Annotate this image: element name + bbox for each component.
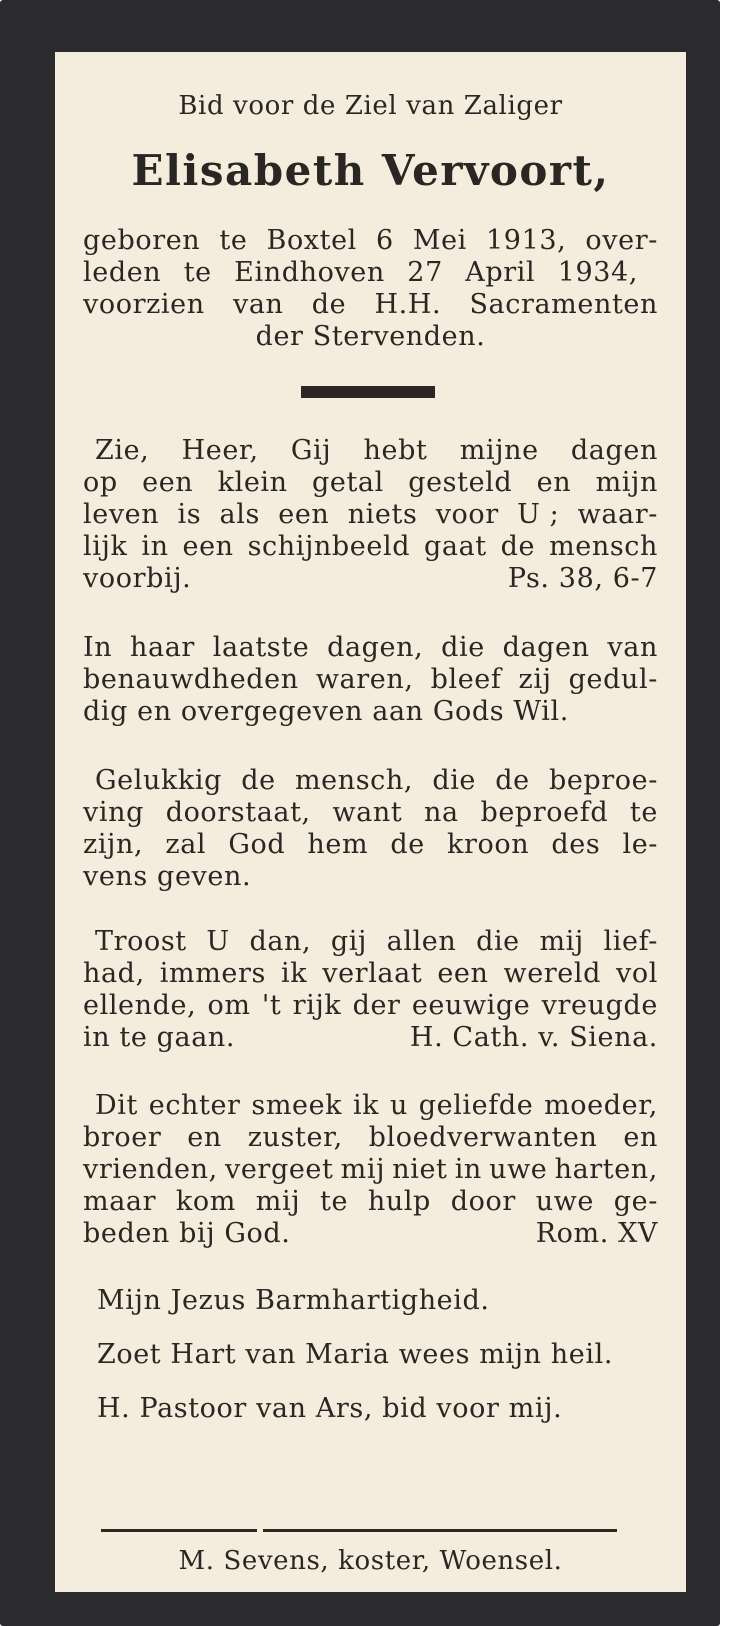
para4-line-3: [83, 990, 658, 1022]
word: te: [219, 225, 248, 256]
footer-divider-left: [101, 1529, 257, 1532]
word: want: [332, 797, 403, 828]
word: hem: [307, 829, 369, 860]
black-divider-bar: [301, 386, 435, 398]
word: zij: [518, 664, 552, 695]
word: vreugde: [541, 990, 658, 1021]
word: waar-: [577, 499, 658, 530]
word: In: [83, 632, 113, 663]
word: na: [424, 797, 459, 828]
word: geliefde: [418, 1090, 534, 1121]
word: le-: [622, 829, 658, 860]
word: Zie,: [95, 435, 150, 466]
word: der: [352, 990, 401, 1021]
word: door: [450, 1186, 516, 1217]
para5-line-2: [83, 1122, 658, 1154]
word: beproe-: [548, 765, 658, 796]
word: mij: [539, 926, 584, 957]
word: kom: [175, 1186, 236, 1217]
word: is: [177, 499, 202, 530]
para5-line-4: [83, 1186, 658, 1218]
para4-line-1: [95, 926, 658, 958]
word: Gelukkig: [95, 765, 223, 796]
word: laatste: [212, 632, 310, 663]
para5-line-3: [83, 1154, 658, 1186]
word: en: [187, 1122, 222, 1153]
word: getal: [311, 467, 384, 498]
word: eeuwige: [411, 990, 531, 1021]
printer-credit: M. Sevens, koster, Woensel.: [178, 1546, 563, 1576]
para3-line-3: [83, 829, 658, 861]
word: 27: [407, 257, 443, 288]
bio-line-3: [83, 289, 658, 321]
word: zijn,: [83, 829, 144, 860]
word: Dit: [95, 1090, 138, 1121]
para2-line-2: [83, 664, 658, 696]
romans-reference: Rom. XV: [535, 1218, 658, 1249]
word: 't: [261, 990, 282, 1021]
word: te: [629, 797, 658, 828]
word: vrienden,: [83, 1154, 218, 1185]
psalm-line-3: [83, 499, 658, 531]
word: Gij: [290, 435, 332, 466]
word: Sacramenten: [469, 289, 658, 320]
word: gij: [330, 926, 367, 957]
word: gesteld: [408, 467, 513, 498]
psalm-line-5: [83, 563, 658, 595]
word: op: [83, 467, 118, 498]
word: dan,: [249, 926, 312, 957]
word: April: [465, 257, 536, 288]
word: rijk: [292, 990, 342, 1021]
word: harten,: [554, 1154, 658, 1185]
word: moeder,: [544, 1090, 658, 1121]
word: ik: [281, 958, 308, 989]
word: die: [441, 632, 485, 663]
word: in: [141, 531, 169, 562]
invocation-2: Zoet Hart van Maria wees mijn heil.: [97, 1339, 614, 1370]
word: de: [390, 829, 425, 860]
word: in: [454, 1154, 482, 1185]
word: dagen,: [327, 632, 424, 663]
word: de: [311, 289, 347, 320]
word: leven: [83, 499, 160, 530]
word: mijn: [595, 467, 658, 498]
word: u: [389, 1090, 408, 1121]
word: van: [607, 632, 658, 663]
word: uwe: [535, 1186, 594, 1217]
psalm-line-4: [83, 531, 658, 563]
word: om: [207, 990, 251, 1021]
word: God: [228, 829, 286, 860]
word: U ;: [517, 499, 560, 530]
word: mij: [340, 1154, 386, 1185]
word: zal: [165, 829, 207, 860]
word: voor: [435, 499, 499, 530]
word: bloedverwanten: [368, 1122, 598, 1153]
word: U: [206, 926, 230, 957]
word: ving: [83, 797, 144, 828]
word: haar: [130, 632, 195, 663]
psalm-line-1: [95, 435, 658, 467]
word: vol: [616, 958, 658, 989]
word: Eindhoven: [234, 257, 385, 288]
para5-last-words: beden bij God.: [83, 1218, 291, 1249]
word: vergeet: [225, 1154, 334, 1185]
para3-line-1: [95, 765, 658, 797]
bio-line-1: [83, 225, 658, 257]
word: lijk: [83, 531, 128, 562]
word: van: [232, 289, 284, 320]
word: Mei: [412, 225, 467, 256]
word: echter: [148, 1090, 241, 1121]
word: schijnbeeld: [247, 531, 411, 562]
word: smeek: [251, 1090, 343, 1121]
word: die: [432, 765, 477, 796]
word: en: [623, 1122, 658, 1153]
word: des: [551, 829, 601, 860]
word: de: [500, 531, 536, 562]
para4-last-words: in te gaan.: [83, 1022, 236, 1053]
para3-line-2: [83, 797, 658, 829]
word: beproefd: [480, 797, 609, 828]
para5-line-5: [83, 1218, 658, 1250]
word: wereld: [503, 958, 601, 989]
word: allen: [386, 926, 457, 957]
word: voorzien: [83, 289, 205, 320]
word: dagen: [570, 435, 658, 466]
para3-line-4: vens geven.: [83, 861, 252, 892]
word: gaat: [424, 531, 487, 562]
word: ik: [352, 1090, 380, 1121]
deceased-name: Elisabeth Vervoort,: [131, 146, 610, 195]
word: mij: [255, 1186, 301, 1217]
psalm-last-words: voorbij.: [83, 563, 192, 594]
word: te: [320, 1186, 349, 1217]
word: 6: [375, 225, 394, 256]
word: gedul-: [568, 664, 658, 695]
word: klein: [217, 467, 288, 498]
word: uwe: [489, 1154, 548, 1185]
bio-line-2: [83, 257, 638, 289]
bio-line-4: der Stervenden.: [255, 321, 486, 352]
word: een: [142, 467, 194, 498]
word: kroon: [447, 829, 530, 860]
para2-line-1: [83, 632, 658, 664]
invocation-3: H. Pastoor van Ars, bid voor mij.: [97, 1393, 563, 1424]
word: verlaat: [322, 958, 423, 989]
word: ellende,: [83, 990, 197, 1021]
word: Heer,: [181, 435, 259, 466]
word: waren,: [315, 664, 414, 695]
word: 1934,: [557, 257, 638, 288]
word: een: [182, 531, 234, 562]
word: die: [476, 926, 520, 957]
word: zuster,: [247, 1122, 343, 1153]
word: geboren: [83, 225, 201, 256]
word: de: [495, 765, 530, 796]
invocation-1: Mijn Jezus Barmhartigheid.: [97, 1285, 490, 1316]
word: niets: [347, 499, 418, 530]
word: als: [219, 499, 260, 530]
psalm-reference: Ps. 38, 6-7: [507, 563, 658, 594]
word: benauwdheden: [83, 664, 299, 695]
word: bleef: [430, 664, 502, 695]
word: leden: [83, 257, 162, 288]
word: dagen: [502, 632, 590, 663]
para4-line-4: [83, 1022, 658, 1054]
word: 1913,: [486, 225, 567, 256]
para5-line-1: [95, 1090, 658, 1122]
para2-line-3: dig en overgegeven aan Gods Wil.: [83, 696, 569, 727]
word: ge-: [613, 1186, 658, 1217]
prayer-heading: Bid voor de Ziel van Zaliger: [178, 91, 563, 121]
siena-reference: H. Cath. v. Siena.: [409, 1022, 658, 1053]
word: Boxtel: [266, 225, 357, 256]
footer-divider-right: [263, 1529, 617, 1532]
word: de: [241, 765, 276, 796]
para4-line-2: [83, 958, 658, 990]
word: lief-: [603, 926, 658, 957]
word: een: [278, 499, 330, 530]
word: H.H.: [374, 289, 442, 320]
word: en: [536, 467, 572, 498]
word: te: [183, 257, 212, 288]
word: immers: [159, 958, 266, 989]
word: over-: [585, 225, 658, 256]
word: hulp: [367, 1186, 431, 1217]
word: broer: [83, 1122, 162, 1153]
word: mensch,: [294, 765, 414, 796]
word: had,: [83, 958, 145, 989]
word: Troost: [95, 926, 187, 957]
word: mijne: [459, 435, 539, 466]
word: hebt: [363, 435, 428, 466]
word: niet: [392, 1154, 448, 1185]
psalm-line-2: [83, 467, 658, 499]
word: een: [437, 958, 489, 989]
word: maar: [83, 1186, 157, 1217]
word: doorstaat,: [165, 797, 311, 828]
memorial-card-paper: [55, 52, 686, 1592]
word: mensch: [549, 531, 658, 562]
